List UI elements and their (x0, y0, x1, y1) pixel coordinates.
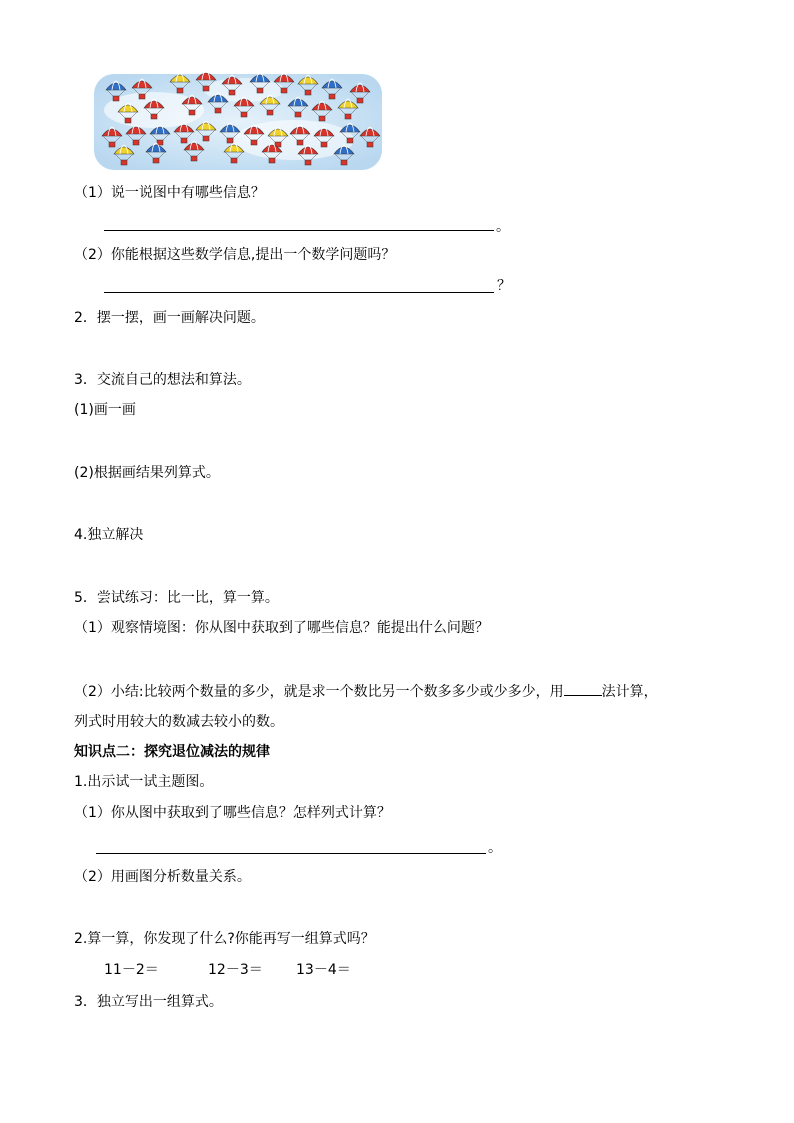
expression-1: 11－2＝ (104, 962, 159, 978)
answer-line-2[interactable] (104, 291, 494, 293)
knowledge-point-2-heading: 知识点二：探究退位减法的规律 (74, 744, 270, 760)
expression-2: 12－3＝ (208, 962, 263, 978)
answer-line-2-end: ？ (497, 278, 511, 294)
item-5: 5．尝试练习：比一比，算一算。 (74, 590, 279, 606)
item-5-2-text-a: （2）小结:比较两个数量的多少，就是求一个数比另一个数多多少或少多少，用 (74, 684, 564, 700)
kp2-item-1: 1.出示试一试主题图。 (74, 774, 214, 790)
answer-line-3[interactable] (96, 852, 486, 854)
answer-line-1-end: 。 (496, 219, 510, 235)
parachutes-illustration (94, 70, 382, 172)
item-2: 2．摆一摆，画一画解决问题。 (74, 310, 265, 326)
answer-line-1[interactable] (104, 229, 494, 231)
expression-3: 13－4＝ (296, 962, 351, 978)
inline-blank[interactable] (564, 681, 602, 696)
item-3-1: (1)画一画 (74, 402, 136, 418)
question-1-1: （1）说一说图中有哪些信息？ (74, 185, 265, 201)
item-4: 4.独立解决 (74, 527, 144, 543)
item-5-2-text-b: 法计算， (601, 684, 658, 700)
item-5-1: （1）观察情境图：你从图中获取到了哪些信息？能提出什么问题？ (74, 620, 489, 636)
answer-line-3-end: 。 (488, 840, 502, 856)
kp2-item-2: 2.算一算，你发现了什么?你能再写一组算式吗？ (74, 931, 375, 947)
item-5-2-cont: 列式时用较大的数减去较小的数。 (74, 714, 284, 730)
item-3-2: (2)根据画结果列算式。 (74, 465, 220, 481)
kp2-item-3: 3．独立写出一组算式。 (74, 994, 223, 1010)
item-5-2 (74, 681, 658, 702)
kp2-item-1-1: （1）你从图中获取到了哪些信息？怎样列式计算？ (74, 805, 391, 821)
kp2-item-1-2: （2）用画图分析数量关系。 (74, 869, 251, 885)
item-3: 3．交流自己的想法和算法。 (74, 372, 251, 388)
question-1-2: （2）你能根据这些数学信息,提出一个数学问题吗？ (74, 247, 396, 263)
